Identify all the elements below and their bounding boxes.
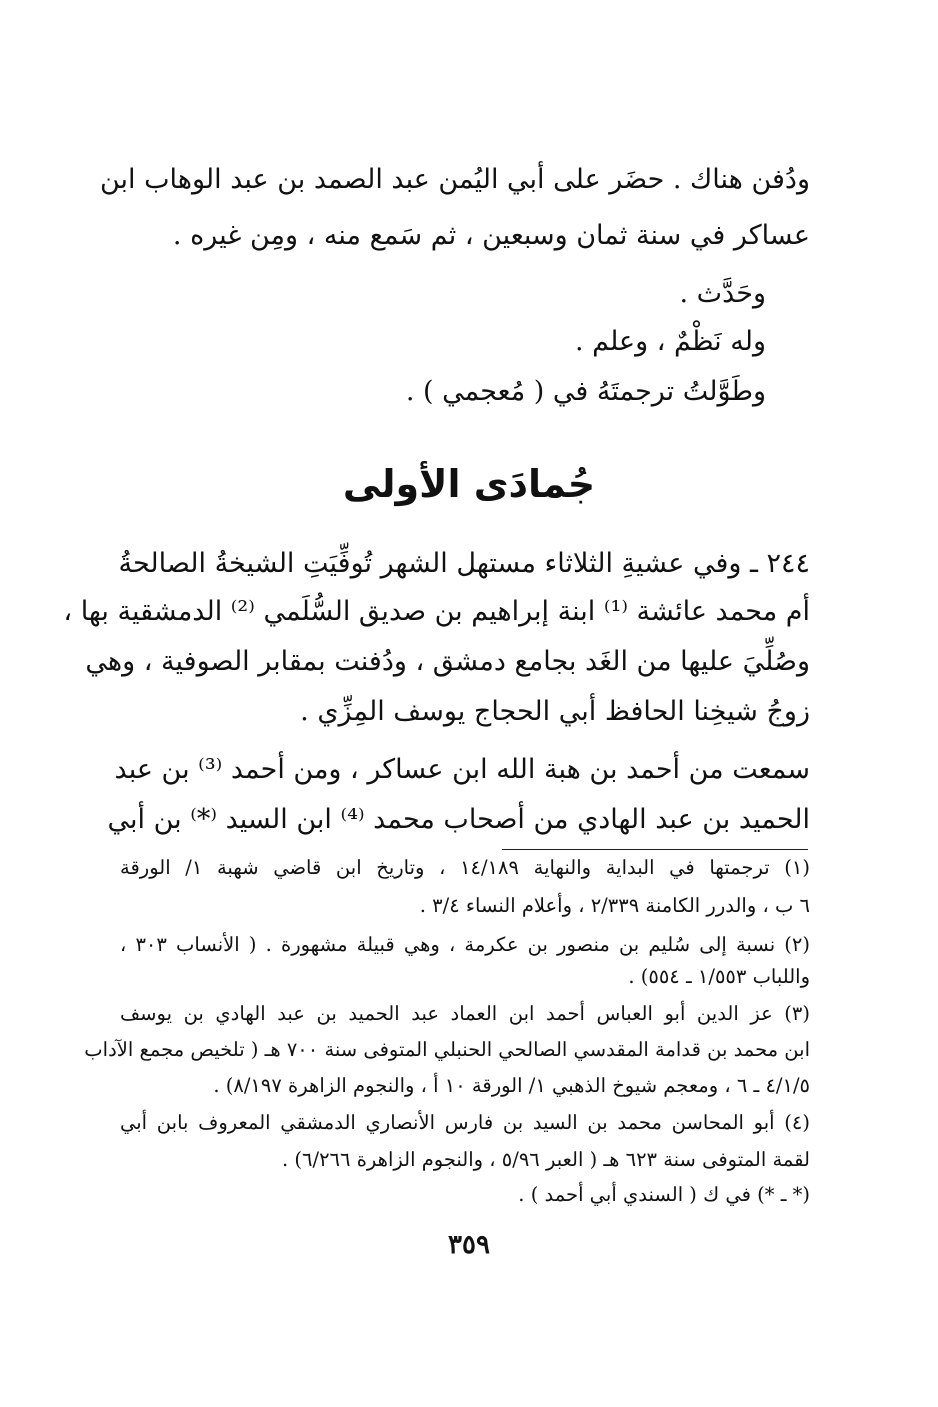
section-heading: جُمادَى الأولى	[342, 462, 596, 506]
footnote-line-2: ٦ ب ، والدرر الكامنة ٢/٣٣٩ ، وأعلام النساء ٣/٤ .	[419, 894, 810, 917]
body-short-line-1: وحَدَّث .	[679, 278, 766, 309]
page-number: ٣٥٩	[448, 1230, 490, 1260]
entry-paragraph2-line-1: سمعت من أحمد بن هبة الله ابن عساكر ، ومن أحمد ⁽³⁾ بن عبد	[114, 754, 810, 785]
footnote-line-7: ٤/١/٥ ـ ٦ ، ومعجم شيوخ الذهبي ١/ الورقة ١٠ أ ، والنجوم الزاهرة ٨/١٩٧) .	[213, 1074, 810, 1097]
body-short-line-2: وله نَظْمٌ ، وعلم .	[574, 326, 766, 357]
footnote-line-8: (٤) أبو المحاسن محمد بن السيد بن فارس الأنصاري الدمشقي المعروف بابن أبي	[120, 1111, 810, 1134]
entry-line-1: ٢٤٤ ـ وفي عشيةِ الثلاثاء مستهل الشهر تُوفِّيَتِ الشيخةُ الصالحةُ	[118, 548, 810, 579]
footnote-line-1: (١) ترجمتها في البداية والنهاية ١٤/١٨٩ ، وتاريخ ابن قاضي شهبة ١/ الورقة	[120, 856, 810, 879]
footnote-line-5: (٣) عز الدين أبو العباس أحمد ابن العماد عبد الحميد بن عبد الهادي بن يوسف	[120, 1002, 810, 1025]
entry-line-2: أم محمد عائشة ⁽¹⁾ ابنة إبراهيم بن صديق السُّلَمي ⁽²⁾ الدمشقية بها ،	[63, 596, 810, 627]
body-line-2: عساكر في سنة ثمان وسبعين ، ثم سَمع منه ، ومِن غيره .	[172, 220, 810, 251]
body-short-line-3: وطَوَّلتُ ترجمتَهُ في ( مُعجمي ) .	[405, 376, 766, 407]
footnote-divider	[502, 849, 808, 850]
footnote-line-9: لقمة المتوفى سنة ٦٢٣ هـ ( العبر ٥/٩٦ ، والنجوم الزاهرة ٦/٢٦٦) .	[282, 1148, 810, 1171]
footnote-line-10: (* ـ *) في ك ( السندي أبي أحمد ) .	[518, 1183, 810, 1206]
entry-line-3: وصُلِّيَ عليها من الغَد بجامع دمشق ، ودُفنت بمقابر الصوفية ، وهي	[85, 646, 810, 677]
footnote-line-3: (٢) نسبة إلى سُليم بن منصور بن عكرمة ، وهي قبيلة مشهورة . ( الأنساب ٣٠٣ ،	[120, 933, 810, 956]
body-line-1: ودُفن هناك . حضَر على أبي اليُمن عبد الصمد بن عبد الوهاب ابن	[99, 164, 810, 195]
entry-paragraph2-line-2: الحميد بن عبد الهادي من أصحاب محمد ⁽⁴⁾ ابن السيد ⁽*⁾ بن أبي	[107, 804, 810, 835]
footnote-line-6: ابن محمد بن قدامة المقدسي الصالحي الحنبلي المتوفى سنة ٧٠٠ هـ ( تلخيص مجمع الآداب	[84, 1038, 810, 1061]
footnote-line-4: واللباب ١/٥٥٣ ـ ٥٥٤) .	[628, 965, 810, 988]
entry-line-4: زوجُ شيخِنا الحافظ أبي الحجاج يوسف المِزِّي .	[300, 696, 810, 727]
